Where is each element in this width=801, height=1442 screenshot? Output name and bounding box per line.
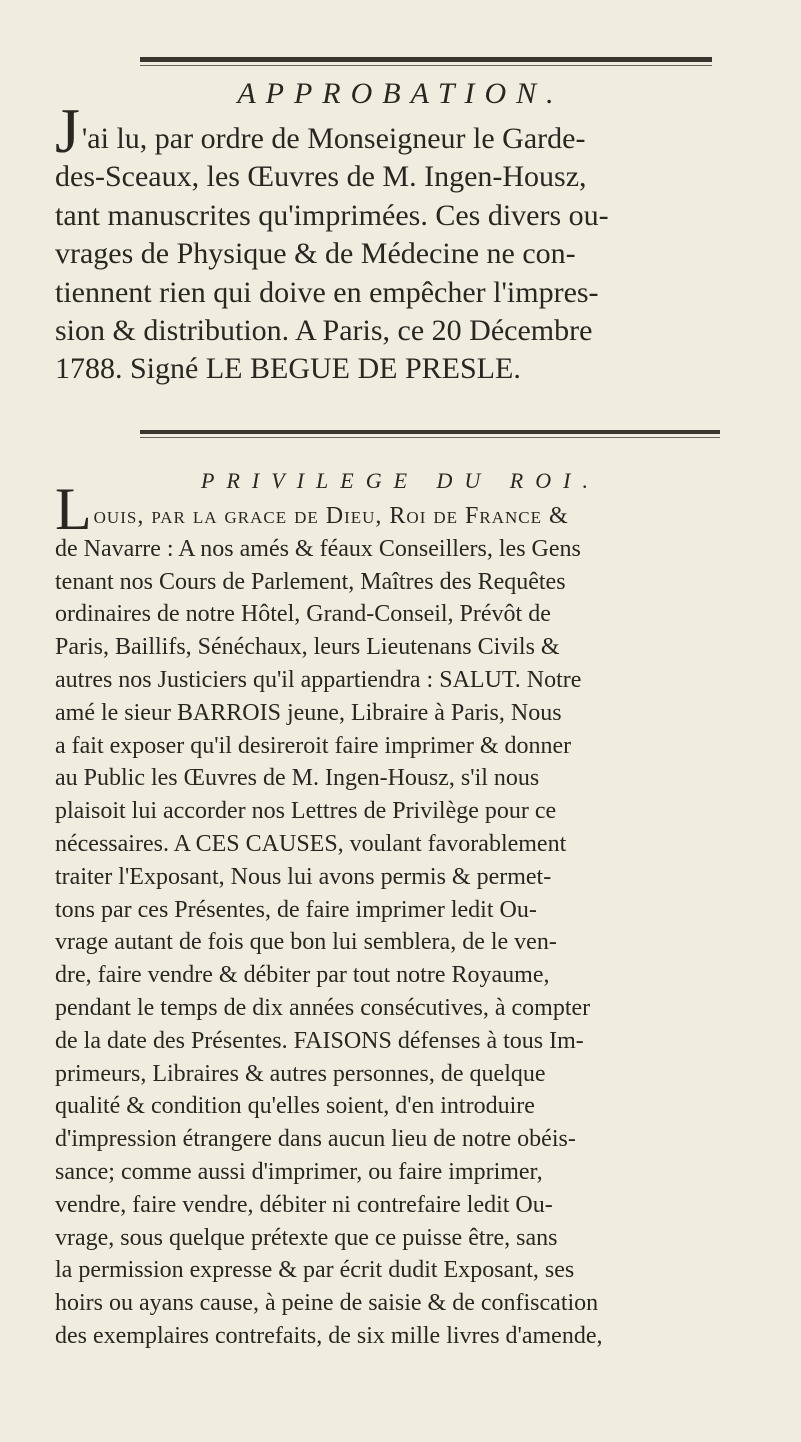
approbation-text	[55, 95, 609, 389]
approbation-signature-line: 1788. Signé LE BEGUE DE PRESLE.	[55, 352, 521, 386]
privilege-line: Paris, Baillifs, Sénéchaux, leurs Lieutenans Civils &	[55, 634, 560, 661]
privilege-line: vrage autant de fois que bon lui semblera, de le ven-	[55, 929, 557, 956]
privilege-line: qualité & condition qu'elles soient, d'en introduire	[55, 1093, 535, 1120]
approbation-line: tiennent rien qui doive en empêcher l'impres-	[55, 275, 599, 309]
privilege-line: tenant nos Cours de Parlement, Maîtres des Requêtes	[55, 568, 566, 595]
privilege-line: des exemplaires contrefaits, de six mille livres d'amende,	[55, 1322, 603, 1349]
section-rule-thin	[140, 437, 720, 438]
approbation-line	[55, 95, 609, 166]
privilege-line: nécessaires. A CES CAUSES, voulant favorablement	[55, 830, 567, 857]
privilege-line: ordinaires de notre Hôtel, Grand-Conseil, Prévôt de	[55, 601, 551, 628]
privilege-line: autres nos Justiciers qu'il appartiendra : SALUT. Notre	[55, 666, 582, 693]
privilege-line: de Navarre : A nos amés & féaux Conseillers, les Gens	[55, 535, 581, 562]
privilege-line-text: ouis, par la grace de Dieu, Roi de France &	[93, 503, 569, 529]
privilege-line: pendant le temps de dix années consécutives, à compter	[55, 994, 591, 1021]
privilege-line: dre, faire vendre & débiter par tout notre Royaume,	[55, 962, 550, 989]
top-rule-thick	[140, 57, 712, 62]
privilege-line: plaisoit lui accorder nos Lettres de Privilège pour ce	[55, 798, 557, 825]
approbation-line: des-Sceaux, les Œuvres de M. Ingen-Housz,	[55, 160, 587, 194]
privilege-line: tons par ces Présentes, de faire imprimer ledit Ou-	[55, 896, 537, 923]
privilege-line: primeurs, Libraires & autres personnes, de quelque	[55, 1060, 546, 1087]
section-rule-thick	[140, 430, 720, 434]
privilege-line: hoirs ou ayans cause, à peine de saisie & de confiscation	[55, 1290, 599, 1317]
top-rule-thin	[140, 65, 712, 66]
privilege-drop-cap: L	[55, 476, 92, 542]
privilege-line: traiter l'Exposant, Nous lui avons permis & permet-	[55, 863, 552, 890]
privilege-line: vendre, faire vendre, débiter ni contrefaire ledit Ou-	[55, 1191, 553, 1218]
approbation-line: vrages de Physique & de Médecine ne con-	[55, 237, 576, 271]
privilege-line: a fait exposer qu'il desireroit faire imprimer & donner	[55, 732, 572, 759]
privilege-line: sance; comme aussi d'imprimer, ou faire imprimer,	[55, 1158, 543, 1185]
privilege-line: amé le sieur BARROIS jeune, Libraire à Paris, Nous	[55, 699, 562, 726]
approbation-drop-cap: J	[55, 95, 80, 166]
privilege-line: de la date des Présentes. FAISONS défenses à tous Im-	[55, 1027, 584, 1054]
privilege-line: d'impression étrangere dans aucun lieu de notre obéis-	[55, 1126, 576, 1153]
privilege-line: au Public les Œuvres de M. Ingen-Housz, s'il nous	[55, 765, 540, 792]
approbation-line: sion & distribution. A Paris, ce 20 Décembre	[55, 314, 593, 348]
privilege-heading: PRIVILEGE DU ROI.	[201, 468, 600, 493]
approbation-heading: APPROBATION.	[237, 77, 564, 110]
privilege-line: la permission expresse & par écrit dudit Exposant, ses	[55, 1257, 575, 1284]
privilege-line: vrage, sous quelque prétexte que ce puisse être, sans	[55, 1224, 558, 1251]
approbation-line-text: 'ai lu, par ordre de Monseigneur le Garde-	[81, 122, 586, 155]
approbation-line: tant manuscrites qu'imprimées. Ces divers ou-	[55, 198, 609, 232]
